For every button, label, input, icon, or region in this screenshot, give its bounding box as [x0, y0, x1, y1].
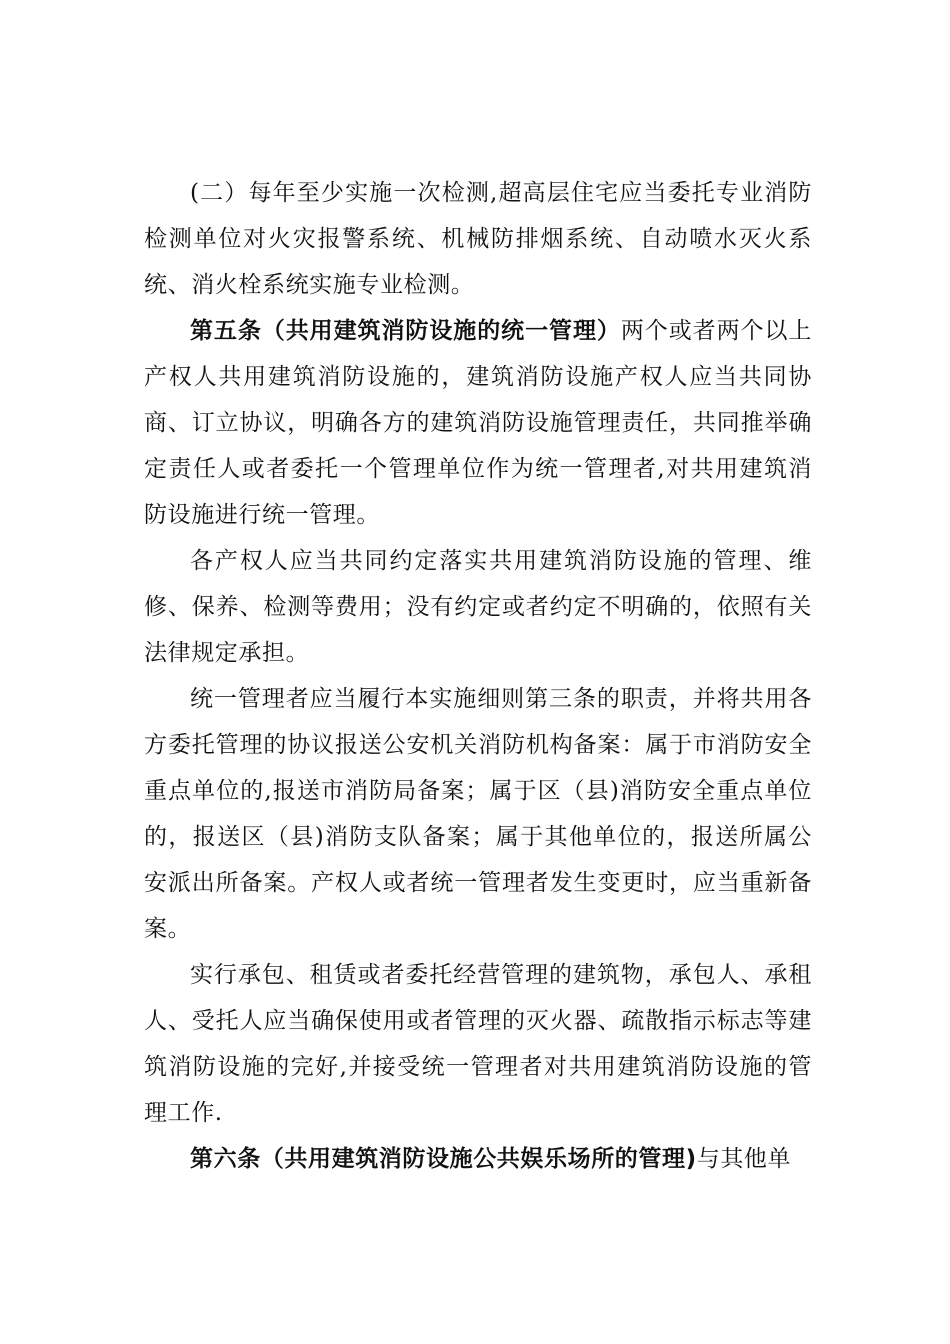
- paragraph-4-text: 统一管理者应当履行本实施细则第三条的职责，并将共用各方委托管理的协议报送公安机关消防机构备案：属于市消防安全重点单位的,报送市消防局备案；属于区（县)消防安全重点单位的，报送区（县)消防支队备案；属于其他单位的，报送所属公安派出所备案。产权人或者统一管理者发生变更时，应当重新备案。: [144, 686, 812, 942]
- paragraph-1-text: (二）每年至少实施一次检测,超高层住宅应当委托专业消防检测单位对火灾报警系统、机械防排烟系统、自动喷水灭火系统、消火栓系统实施专业检测。: [144, 180, 812, 298]
- article-6-heading: 第六条（共用建筑消防设施公共娱乐场所的管理): [190, 1146, 697, 1172]
- article-5-paragraph: [144, 308, 812, 538]
- article-6-paragraph: [144, 1136, 812, 1182]
- paragraph-5-text: 实行承包、租赁或者委托经营管理的建筑物，承包人、承租人、受托人应当确保使用或者管理的灭火器、疏散指示标志等建筑消防设施的完好,并接受统一管理者对共用建筑消防设施的管理工作.: [144, 962, 812, 1126]
- paragraph-3-text: 各产权人应当共同约定落实共用建筑消防设施的管理、维修、保养、检测等费用；没有约定或者约定不明确的，依照有关法律规定承担。: [144, 548, 812, 666]
- paragraph-3: [144, 538, 812, 676]
- paragraph-5: [144, 952, 812, 1136]
- paragraph-1: [144, 170, 812, 308]
- article-6-text: 与其他单: [696, 1146, 792, 1172]
- document-page: [144, 170, 812, 1182]
- article-5-heading: 第五条（共用建筑消防设施的统一管理）: [190, 318, 621, 344]
- article-5-text: 两个或者两个以上产权人共用建筑消防设施的，建筑消防设施产权人应当共同协商、订立协议，明确各方的建筑消防设施管理责任，共同推举确定责任人或者委托一个管理单位作为统一管理者,对共用建筑消防设施进行统一管理。: [144, 318, 812, 528]
- paragraph-4: [144, 676, 812, 952]
